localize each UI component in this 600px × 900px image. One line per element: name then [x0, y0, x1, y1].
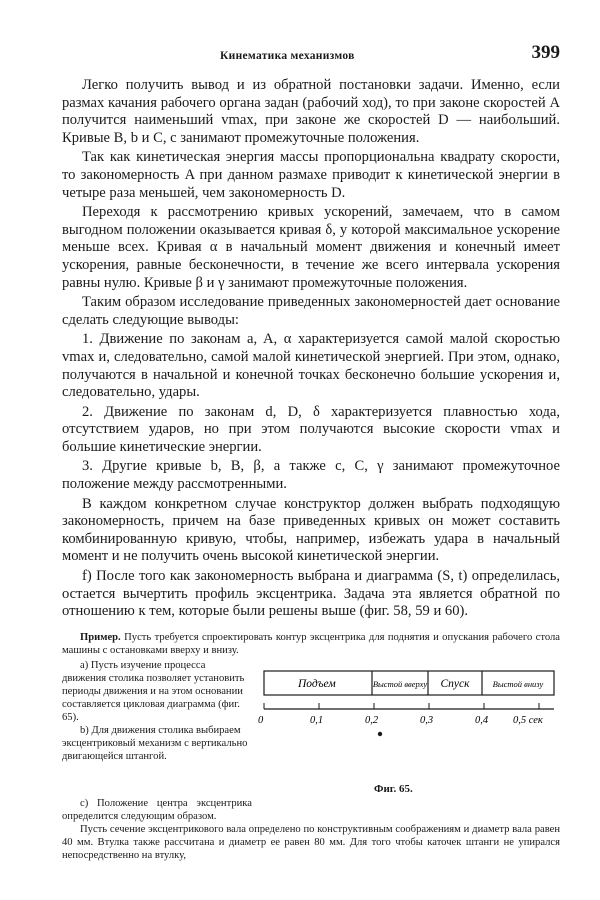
paragraph: 2. Движение по законам d, D, δ характеризуется плавностью хода, отсутствием ударов, но при этом получаются высокие скорости vmax и большие кинетические энергии.: [62, 403, 560, 455]
segment-label: Спуск: [440, 677, 470, 690]
paragraph: 3. Другие кривые b, B, β, а также c, C, γ занимают промежуточное положение между рассмотренными.: [62, 458, 560, 493]
segment-label: Выстой внизу: [492, 678, 544, 689]
paragraph: Легко получить вывод и из обратной постановки задачи. Именно, если размах качания рабочего органа задан (рабочий ход), то при законе скоростей A получится наименьший vmax, при законе же скоростей D — наибольший. Кривые B, b и C, c занимают промежуточные положения.: [62, 77, 560, 146]
tick-label: 0,5 сек: [513, 714, 543, 726]
example-item: a) Пусть изучение процесса движения столика позволяет установить периоды движения и на этом основании составляется цикловая диаграмма (фиг. 65).: [62, 659, 245, 723]
figure-caption: Фиг. 65.: [374, 782, 413, 795]
example-items: [62, 659, 252, 763]
figure-area: [62, 659, 560, 807]
main-text: [62, 77, 560, 621]
page: [62, 38, 560, 862]
example-label: Пример.: [80, 631, 121, 643]
segment-label: Выстой вверху: [372, 678, 428, 689]
example-closing: Пусть сечение эксцентрикового вала определено по конструктивным соображениям и диаметр вала равен 40 мм. Втулка также рассчитана и диаметр ее равен 80 мм. Для того чтобы каточек штанги не упирался непосредственно на втулку,: [62, 823, 560, 861]
tick-label: 0: [258, 714, 264, 726]
paragraph: f) После того как закономерность выбрана и диаграмма (S, t) определилась, остается вычертить профиль эксцентрика. Задача эта является обратной по отношению к тем, которые были решены выше (фиг. 58, 59 и 60).: [62, 568, 560, 620]
example-text: Пусть требуется спроектировать контур эксцентрика для поднятия и опускания рабочего стола машины с остановками вверху и внизу.: [62, 631, 560, 656]
dot-mark: [378, 732, 382, 736]
running-title: Кинематика механизмов: [220, 50, 355, 62]
paragraph: Таким образом исследование приведенных закономерностей дает основание сделать следующие выводы:: [62, 294, 560, 328]
tick-label: 0,2: [365, 714, 379, 726]
page-number: 399: [531, 42, 560, 63]
paragraph: Так как кинетическая энергия массы пропорциональна квадрату скорости, то закономерность A при данном размахе приводит к кинетической энергии в четыре раза меньшей, чем закономерность D.: [62, 149, 560, 201]
paragraph: В каждом конкретном случае конструктор должен выбрать подходящую закономерность, причем на базе приведенных кривых он может составить комбинированную кривую, чтобы, например, избежать удара в начальный момент и не получить очень высокой кинетической энергии.: [62, 495, 560, 565]
tick-label: 0,3: [420, 714, 434, 726]
example-item: b) Для движения столика выбираем эксцентриковый механизм с вертикально двигающейся штангой.: [62, 724, 248, 762]
example-item: c) Положение центра эксцентрика определится следующим образом.: [62, 797, 252, 822]
example-section: [62, 631, 560, 657]
paragraph: 1. Движение по законам a, A, α характеризуется самой малой скоростью vmax и, следовательно, самой малой кинетической энергией. При этом, однако, получаются в начальной и конечной точках бесконечно большие ускорения и, следовательно, удары.: [62, 331, 560, 401]
paragraph: Переходя к рассмотрению кривых ускорений, замечаем, что в самом выгодном положении оказывается кривая δ, у которой максимальное ускорение меньше всех. Кривая α в начальный момент движения и конечный имеет ускорения, равные бесконечности, в течение же всего интервала ускорения равны нулю. Кривые β и γ занимают промежуточные положения.: [62, 204, 560, 291]
page-header: [62, 38, 560, 68]
segment-label: Подъем: [298, 677, 336, 690]
example-intro: [62, 631, 560, 657]
tick-label: 0,4: [475, 714, 489, 726]
tick-label: 0,1: [310, 714, 324, 726]
cycle-diagram: [258, 663, 560, 783]
